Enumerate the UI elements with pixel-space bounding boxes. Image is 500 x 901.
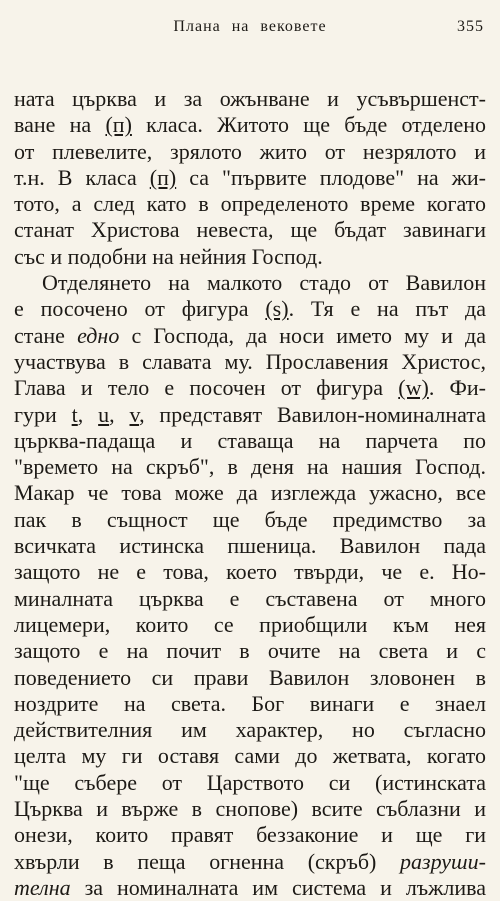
text-line xyxy=(14,139,486,165)
text-run: ната църква и за ожънване и усъвършенст- xyxy=(14,86,486,111)
text-run: са "първите плодове" на жи- xyxy=(176,164,486,190)
text-run: миналната църква е съставена от много xyxy=(14,585,486,611)
text-run: Отделянето на малкото стадо от Вавилон xyxy=(42,270,486,296)
text-line xyxy=(14,849,486,875)
text-line xyxy=(14,402,486,428)
text-run: т.н. В класа xyxy=(14,164,150,190)
text-line xyxy=(14,796,486,822)
text-line xyxy=(14,191,486,217)
underlined-mark: (п) xyxy=(105,112,132,138)
text-run: със и подобни на нейния Господ. xyxy=(14,243,323,269)
text-run: с Господа, да носи името му и да xyxy=(119,322,487,348)
running-title: Плана на вековете xyxy=(173,18,327,35)
text-line xyxy=(14,586,486,612)
text-line xyxy=(14,638,486,664)
text-run: поведението си прави Вавилон зловонен в xyxy=(14,664,486,690)
text-line xyxy=(14,244,486,270)
text-line xyxy=(14,428,486,454)
text-line xyxy=(14,822,486,848)
text-run: Глава и тело е посочен от фигура xyxy=(14,375,399,401)
text-run: , представят Вавилон-номиналната xyxy=(139,401,487,427)
body-text xyxy=(14,86,486,901)
text-line xyxy=(14,665,486,691)
text-run: станат Христова невеста, ще бъдат завинаги xyxy=(14,217,486,243)
text-run: ноздрите на света. Бог винаги е знаел xyxy=(14,690,486,716)
text-line xyxy=(14,480,486,506)
text-run: църква-падаща и ставаща на парчета по xyxy=(14,427,486,453)
underlined-mark: t xyxy=(71,401,78,427)
text-line xyxy=(14,717,486,743)
text-run: хвърли в пеща огненна (скръб) xyxy=(14,848,400,874)
text-line xyxy=(14,743,486,769)
emphasis-text: разруши- xyxy=(400,848,486,874)
text-line xyxy=(14,217,486,243)
text-run: защото е на почит в очите на света и с xyxy=(14,638,486,664)
text-line xyxy=(14,875,486,901)
text-line xyxy=(14,375,486,401)
text-run: от плевелите, зрялото жито от незрялото и xyxy=(14,138,486,164)
emphasis-text: телна xyxy=(14,874,71,900)
text-line xyxy=(14,86,486,112)
text-line xyxy=(14,612,486,638)
text-run: "времето на скръб", в деня на нашия Господ. xyxy=(14,454,486,480)
text-run: лицемери, които се приобщили към нея xyxy=(14,611,486,637)
text-run: Църква и върже в снопове) всите съблазни и xyxy=(14,796,486,822)
text-run: онези, които правят беззаконие и ще ги xyxy=(14,822,486,848)
running-header xyxy=(14,14,486,42)
text-run: , xyxy=(77,401,99,427)
text-run: . Тя е на път да xyxy=(288,296,486,322)
text-run: действителния им характер, но съгласно xyxy=(14,717,486,743)
text-line xyxy=(14,559,486,585)
text-line xyxy=(14,323,486,349)
underlined-mark: (п) xyxy=(149,164,177,190)
text-run: гури xyxy=(14,401,72,427)
text-line xyxy=(14,454,486,480)
text-run: класа. Житото ще бъде отделено xyxy=(131,112,486,138)
text-line xyxy=(14,112,486,138)
underlined-mark: (s) xyxy=(265,296,289,322)
emphasis-text: едно xyxy=(77,322,120,348)
underlined-mark: (w) xyxy=(398,375,429,401)
text-run: тото, а след като в определеното време когато xyxy=(14,191,486,217)
text-run: ване на xyxy=(14,112,106,138)
text-run: всичката истинска пшеница. Вавилон пада xyxy=(14,533,486,559)
text-line xyxy=(14,270,486,296)
text-run: , xyxy=(109,401,130,427)
text-line xyxy=(14,507,486,533)
text-run: Макар че това може да изглежда ужасно, все xyxy=(14,480,486,506)
underlined-mark: v xyxy=(129,401,140,427)
text-run: за номиналната им система и лъжлива xyxy=(70,874,486,900)
text-line xyxy=(14,349,486,375)
text-run: целта му ги оставя сами до жетвата, когато xyxy=(14,743,486,769)
text-line xyxy=(14,165,486,191)
text-run: защото не е това, което твърди, че е. Но- xyxy=(14,559,486,585)
text-line xyxy=(14,770,486,796)
underlined-mark: u xyxy=(98,401,110,427)
text-run: стане xyxy=(14,322,78,348)
text-run: "ще събере от Царството си (истинската xyxy=(14,769,486,795)
text-run: . Фи- xyxy=(428,375,486,401)
text-run: е посочено от фигура xyxy=(14,296,266,322)
page-number: 355 xyxy=(457,18,484,35)
text-run: пак в същност ще бъде предимство за xyxy=(14,506,486,532)
text-line xyxy=(14,691,486,717)
text-line xyxy=(14,296,486,322)
text-run: участвува в славата му. Прославения Христос, xyxy=(14,348,486,374)
text-line xyxy=(14,533,486,559)
